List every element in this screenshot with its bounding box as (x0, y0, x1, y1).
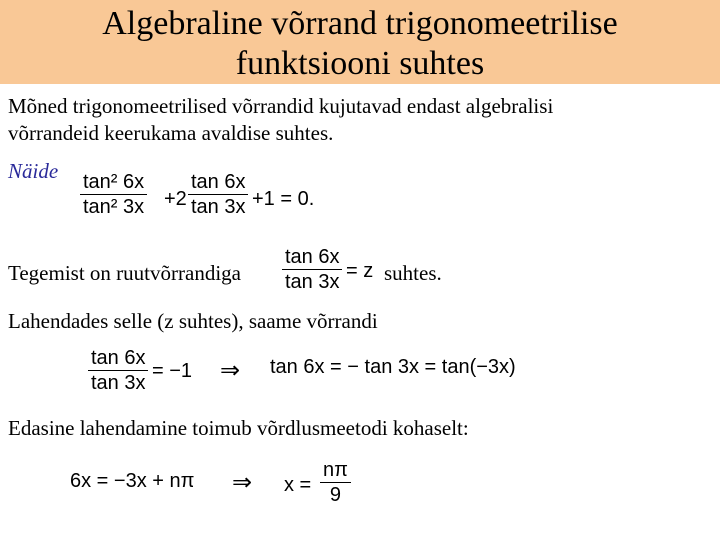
page-title-line-1: Algebraline võrrand trigonomeetrilise (102, 5, 618, 42)
eq3-frac-numerator: nπ (323, 459, 348, 481)
page-title-line-2: funktsiooni suhtes (235, 45, 485, 82)
equation-1 (80, 170, 340, 232)
eq2-fraction (88, 346, 148, 395)
eq3-x-eq: x = (284, 474, 312, 496)
eq2-result: tan 6x = − tan 3x = tan(−3x) (270, 356, 516, 378)
example-label: Näide (8, 159, 59, 183)
intro-line-1: Mõned trigonomeetrilised võrrandid kujutavad endast algebralisi (8, 94, 554, 118)
eq1-frac2-denominator: tan 3x (191, 196, 246, 218)
eq2-frac-numerator: tan 6x (91, 347, 146, 369)
eq3-frac-denominator: 9 (329, 484, 342, 506)
equation-3 (70, 458, 370, 516)
sub-frac-numerator: tan 6x (285, 246, 340, 268)
sub-eq-z: = z (346, 260, 374, 282)
intro-line-2: võrrandeid keerukama avaldise suhtes. (8, 121, 334, 145)
eq3-lhs: 6x = −3x + nπ (70, 470, 195, 492)
eq1-fraction-1 (80, 170, 147, 219)
eq1-fraction-2 (188, 170, 248, 219)
eq3-fraction (320, 458, 351, 507)
implies-icon: ⇒ (232, 469, 253, 496)
eq2-frac-denominator: tan 3x (91, 372, 146, 394)
substitution-math (282, 245, 392, 301)
eq1-frac2-numerator: tan 6x (191, 171, 246, 193)
eq1-frac1-denominator: tan² 3x (83, 196, 145, 218)
implies-icon: ⇒ (220, 357, 241, 384)
substitution-suffix: suhtes. (384, 261, 442, 285)
title-bar (0, 0, 720, 84)
eq1-tail: +1 = 0. (252, 188, 315, 210)
eq1-plus-2: +2 (164, 188, 187, 210)
equation-2 (88, 346, 538, 404)
eq2-rhs: = −1 (152, 360, 193, 382)
sub-frac-denominator: tan 3x (285, 271, 340, 293)
further-text: Edasine lahendamine toimub võrdlusmeetodi kohaselt: (8, 416, 469, 440)
substitution-text: Tegemist on ruutvõrrandiga (8, 261, 241, 285)
sub-fraction (282, 245, 342, 294)
solving-text: Lahendades selle (z suhtes), saame võrrandi (8, 309, 378, 333)
eq1-frac1-numerator: tan² 6x (83, 171, 145, 193)
